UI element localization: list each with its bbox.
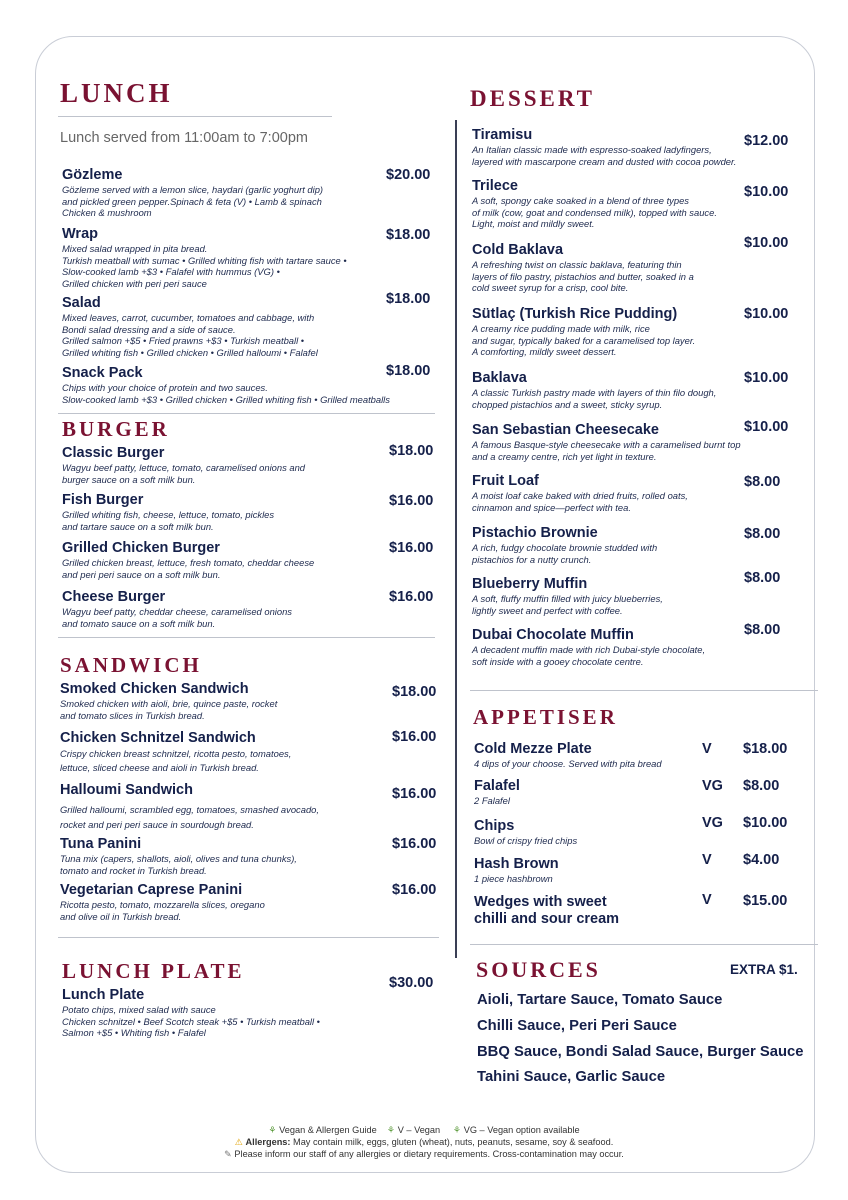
vegan-tag: VG [702,778,723,794]
item-name: Wrap [62,226,98,242]
extra-price: EXTRA $1. [730,962,798,977]
seedling-icon: ⚘ [452,1125,462,1135]
item-price: $8.00 [744,622,781,638]
burger-heading: BURGER [62,417,170,441]
item-desc: An Italian classic made with espresso-soaked ladyfingers, layered with mascarpone cream and dusted with cocoa powder. [472,144,737,167]
item-desc: A refreshing twist on classic baklava, featuring thin layers of filo pastry, pistachios and butter, soaked in a cold sweet syrup for a crisp, cool bite. [472,259,694,294]
menu-item [62,295,392,358]
menu-item [472,178,742,230]
vegan-tag: V [702,892,712,908]
menu-item [474,741,714,770]
item-price: $20.00 [386,167,431,183]
item-name: Vegetarian Caprese Panini [60,882,243,898]
menu-item [474,778,694,807]
item-name: Baklava [472,370,527,386]
item-desc: Bowl of crispy fried chips [474,835,578,846]
item-name: Sütlaç (Turkish Rice Pudding) [472,306,678,322]
divider [58,116,332,117]
sauce-line: Chilli Sauce, Peri Peri Sauce [477,1018,677,1034]
warning-icon: ⚠ [234,1137,243,1147]
item-name: Tuna Panini [60,836,142,852]
item-desc: A famous Basque-style cheesecake with a caramelised burnt top and a creamy centre, rich yet light in texture. [472,439,741,462]
lunch-heading: LUNCH [60,78,173,108]
item-name: Smoked Chicken Sandwich [60,681,249,697]
divider [58,413,435,414]
vegan-legend: V – Vegan [397,1125,441,1135]
item-desc: Ricotta pesto, tomato, mozzarella slices, oregano and olive oil in Turkish bread. [60,899,265,922]
item-desc: Chips with your choice of protein and two sauces. Slow-cooked lamb +$3 • Grilled chicken • Grilled whiting fish • Grilled meatballs [62,382,390,405]
item-desc: Smoked chicken with aioli, brie, quince paste, rocket and tomato slices in Turkish bread. [60,698,278,721]
item-price: $16.00 [392,786,437,802]
guide-label: Vegan & Allergen Guide [279,1125,377,1135]
item-price: $16.00 [389,540,434,556]
item-desc: Wagyu beef patty, cheddar cheese, caramelised onions and tomato sauce on a soft milk bun. [62,606,292,629]
item-price: $10.00 [744,235,789,251]
item-price: $4.00 [743,852,780,868]
item-name: Pistachio Brownie [472,525,598,541]
item-price: $10.00 [744,184,789,200]
menu-item [474,894,694,928]
item-name: Blueberry Muffin [472,576,588,592]
item-price: $10.00 [744,370,789,386]
item-price: $10.00 [744,419,789,435]
item-name: Cold Mezze Plate [474,741,592,757]
divider [470,944,818,945]
item-desc: Potato chips, mixed salad with sauce Chicken schnitzel • Beef Scotch steak +$5 • Turkish meatball • Salmon +$5 • Whiting fish • Falafel [62,1004,320,1039]
item-name: Falafel [474,778,520,794]
menu-item [472,306,742,358]
menu-item [60,681,390,721]
item-name: Chicken Schnitzel Sandwich [60,730,256,746]
dessert-heading: DESSERT [470,86,596,111]
sandwich-heading: SANDWICH [60,653,202,677]
menu-item [472,242,742,294]
menu-item [472,127,762,167]
inform-note [0,1149,848,1161]
item-price: $8.00 [743,778,780,794]
vegan-tag: VG [702,815,723,831]
menu-item [62,365,432,405]
item-desc: A rich, fudgy chocolate brownie studded with pistachios for a nutty crunch. [472,542,658,565]
menu-item [472,370,752,410]
item-name: San Sebastian Cheesecake [472,422,659,438]
item-name: Fish Burger [62,492,144,508]
item-desc: A creamy rice pudding made with milk, rice and sugar, typically baked for a caramelised top layer. A comforting, mildly sweet dessert. [472,323,696,358]
menu-item [62,167,392,219]
item-name: Snack Pack [62,365,143,381]
item-price: $18.00 [386,363,431,379]
item-desc: Gözleme served with a lemon slice, haydari (garlic yoghurt dip) and pickled green pepper.Spinach & feta (V) • Lamb & spinach Chicken & mushroom [62,184,324,219]
item-price: $16.00 [392,836,437,852]
item-name: Wedges with sweet chilli and sour cream [474,894,620,927]
divider [58,937,439,938]
item-price: $8.00 [744,474,781,490]
item-price: $16.00 [392,729,437,745]
item-desc: Crispy chicken breast schnitzel, ricotta pesto, tomatoes, lettuce, sliced cheese and aioli in Turkish bread. [60,748,292,773]
seedling-icon: ⚘ [386,1125,396,1135]
item-name: Chips [474,818,515,834]
item-desc: Tuna mix (capers, shallots, aioli, olives and tuna chunks), tomato and rocket in Turkish bread. [60,853,297,876]
allergen-note [0,1137,848,1149]
sauce-line: BBQ Sauce, Bondi Salad Sauce, Burger Sauce [477,1044,804,1060]
menu-item [474,856,694,885]
item-desc: Grilled halloumi, scrambled egg, tomatoes, smashed avocado, rocket and peri peri sauce in sourdough bread. [60,804,319,830]
item-name: Grilled Chicken Burger [62,540,220,556]
item-desc: 4 dips of your choose. Served with pita bread [474,758,662,769]
item-desc: Grilled chicken breast, lettuce, fresh tomato, cheddar cheese and peri peri sauce on a soft milk bun. [62,557,315,580]
item-desc: 2 Falafel [474,795,510,806]
sources-heading: SOURCES [476,957,601,982]
allergens-label: Allergens: [245,1137,291,1147]
item-price: $18.00 [392,684,437,700]
item-price: $30.00 [389,975,434,991]
item-desc: Wagyu beef patty, lettuce, tomato, caramelised onions and burger sauce on a soft milk bun. [62,462,306,485]
menu-item [472,422,762,462]
item-desc: Mixed leaves, carrot, cucumber, tomatoes and cabbage, with Bondi salad dressing and a side of sauce. Grilled salmon +$5 • Fried prawns +$3 • Turkish meatball • Grilled whiting fish • Grilled chicken • Grilled halloumi • Falafel [62,312,318,358]
menu-item [62,492,392,532]
menu-item [60,882,390,922]
lunch-hours: Lunch served from 11:00am to 7:00pm [60,130,308,146]
menu-item [60,730,390,775]
item-price: $18.00 [386,291,431,307]
item-name: Cold Baklava [472,242,564,258]
menu-item [474,818,694,847]
item-price: $18.00 [389,443,434,459]
allergens-text: May contain milk, eggs, gluten (wheat), nuts, peanuts, sesame, soy & seafood. [293,1137,614,1147]
item-price: $12.00 [744,133,789,149]
vegan-tag: V [702,852,712,868]
seedling-icon: ⚘ [268,1125,277,1135]
item-name: Tiramisu [472,127,533,143]
inform-text: Please inform our staff of any allergies or dietary requirements. Cross-contamination may occur. [234,1149,624,1159]
item-price: $10.00 [744,306,789,322]
item-price: $16.00 [392,882,437,898]
appetiser-heading: APPETISER [473,705,618,729]
vegan-option-legend: VG – Vegan option available [463,1125,580,1135]
item-price: $16.00 [389,493,434,509]
item-name: Trilece [472,178,518,194]
item-desc: Mixed salad wrapped in pita bread. Turkish meatball with sumac • Grilled whiting fish with tartare sauce • Slow-cooked lamb +$3 • Falafel with hummus (VG) • Grilled chicken with peri peri sauce [62,243,347,289]
menu-item [472,473,742,513]
item-name: Hash Brown [474,856,559,872]
item-desc: Grilled whiting fish, cheese, lettuce, tomato, pickles and tartare sauce on a soft milk bun. [62,509,275,532]
item-desc: A soft, spongy cake soaked in a blend of three types of milk (cow, goat and condensed milk), topped with sauce. Light, moist and mildly sweet. [472,195,717,230]
menu-item [60,836,390,876]
item-name: Halloumi Sandwich [60,782,193,798]
item-price: $10.00 [743,815,788,831]
item-price: $16.00 [389,589,434,605]
item-desc: A decadent muffin made with rich Dubai-style chocolate, soft inside with a gooey chocolate centre. [472,644,706,667]
item-desc: 1 piece hashbrown [474,873,553,884]
item-desc: A classic Turkish pastry made with layers of thin filo dough, chopped pistachios and a sweet, sticky syrup. [472,387,717,410]
item-name: Classic Burger [62,445,165,461]
item-desc: A moist loaf cake baked with dried fruits, rolled oats, cinnamon and spice—perfect with tea. [472,490,688,513]
vegan-guide [0,1125,848,1137]
note-icon: ✎ [224,1149,232,1159]
item-name: Salad [62,295,101,311]
menu-item [62,987,392,1039]
menu-item [472,627,762,667]
item-name: Fruit Loaf [472,473,539,489]
menu-item [62,226,392,289]
divider [470,690,818,691]
menu-item [60,782,390,832]
sauce-line: Aioli, Tartare Sauce, Tomato Sauce [477,992,723,1008]
divider [58,637,435,638]
menu-item [472,525,742,565]
menu-item [62,445,392,485]
item-desc: A soft, fluffy muffin filled with juicy blueberries, lightly sweet and perfect with coffee. [472,593,663,616]
item-price: $18.00 [743,741,788,757]
column-divider [455,120,457,958]
menu-item [62,589,392,629]
item-price: $8.00 [744,526,781,542]
menu-item [62,540,392,580]
item-price: $8.00 [744,570,781,586]
item-name: Gözleme [62,167,123,183]
sauce-line: Tahini Sauce, Garlic Sauce [477,1069,666,1085]
item-price: $15.00 [743,893,788,909]
menu-item [472,576,742,616]
item-name: Dubai Chocolate Muffin [472,627,634,643]
item-price: $18.00 [386,227,431,243]
vegan-tag: V [702,741,712,757]
lunch-plate-heading: LUNCH PLATE [62,959,245,983]
item-name: Lunch Plate [62,987,145,1003]
item-name: Cheese Burger [62,589,166,605]
